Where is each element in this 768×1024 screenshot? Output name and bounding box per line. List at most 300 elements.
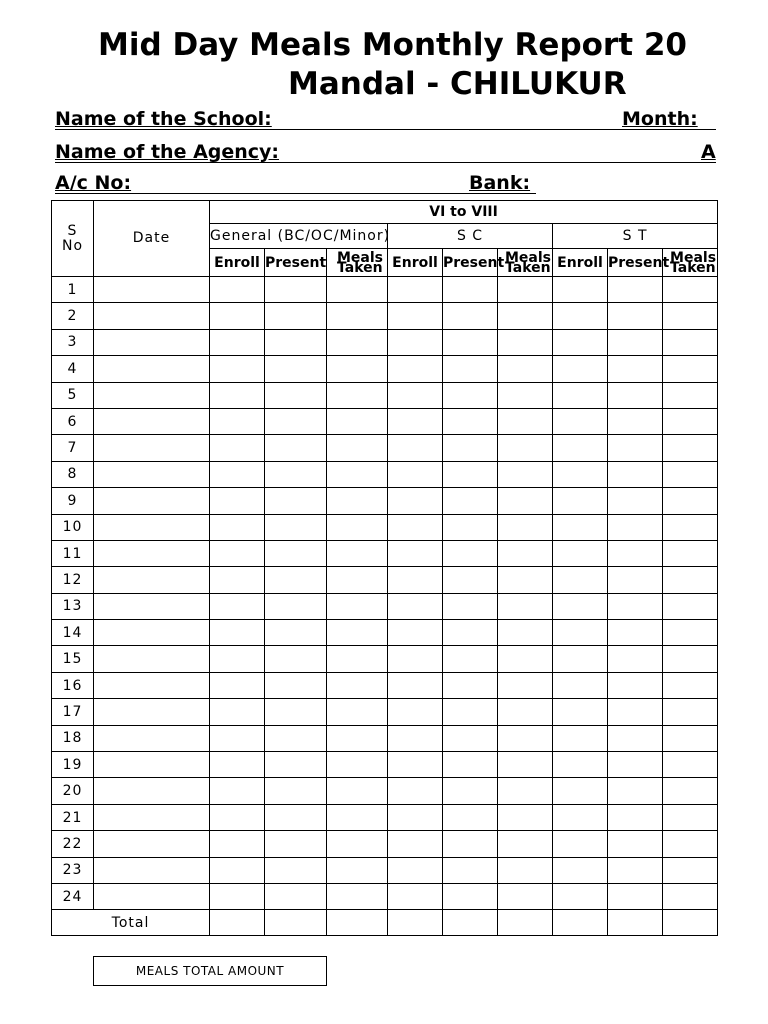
date-cell[interactable] xyxy=(94,857,210,883)
general-meals-taken-header xyxy=(327,249,388,277)
entry-cell[interactable] xyxy=(443,488,498,514)
row-number-cell: 12 xyxy=(52,567,94,593)
entry-cell[interactable] xyxy=(663,672,718,698)
entry-cell[interactable] xyxy=(210,857,265,883)
entry-cell[interactable] xyxy=(498,752,553,778)
row-number-cell: 17 xyxy=(52,699,94,725)
entry-cell[interactable] xyxy=(327,752,388,778)
entry-cell[interactable] xyxy=(210,277,265,303)
general-meals-taken-label: Meals Taken xyxy=(337,249,384,276)
entry-cell[interactable] xyxy=(553,329,608,355)
entry-cell[interactable] xyxy=(608,382,663,408)
row-number-cell: 3 xyxy=(52,329,94,355)
entry-cell[interactable] xyxy=(498,778,553,804)
entry-cell[interactable] xyxy=(388,488,443,514)
entry-cell[interactable] xyxy=(388,461,443,487)
entry-cell[interactable] xyxy=(498,461,553,487)
entry-cell[interactable] xyxy=(327,857,388,883)
entry-cell[interactable] xyxy=(553,514,608,540)
entry-cell[interactable] xyxy=(498,329,553,355)
entry-cell[interactable] xyxy=(265,567,327,593)
entry-cell[interactable] xyxy=(663,488,718,514)
st-meals-taken-label: Meals Taken xyxy=(670,249,717,276)
entry-cell[interactable] xyxy=(608,699,663,725)
entry-cell[interactable] xyxy=(265,804,327,830)
entry-cell[interactable] xyxy=(608,408,663,434)
entry-cell[interactable] xyxy=(553,857,608,883)
entry-cell[interactable] xyxy=(388,567,443,593)
date-cell[interactable] xyxy=(94,567,210,593)
entry-cell[interactable] xyxy=(553,725,608,751)
school-label: Name of the School: xyxy=(55,108,272,130)
entry-cell[interactable] xyxy=(210,435,265,461)
row-number-cell: 9 xyxy=(52,488,94,514)
row-number-cell: 16 xyxy=(52,672,94,698)
entry-cell[interactable] xyxy=(265,514,327,540)
entry-cell[interactable] xyxy=(388,831,443,857)
entry-cell[interactable] xyxy=(327,567,388,593)
total-cell[interactable] xyxy=(327,910,388,936)
entry-cell[interactable] xyxy=(265,329,327,355)
table-row xyxy=(52,488,718,514)
table-row xyxy=(52,672,718,698)
table-row xyxy=(52,857,718,883)
entry-cell[interactable] xyxy=(663,831,718,857)
entry-cell[interactable] xyxy=(553,567,608,593)
entry-cell[interactable] xyxy=(498,831,553,857)
entry-cell[interactable] xyxy=(265,408,327,434)
entry-cell[interactable] xyxy=(210,356,265,382)
entry-cell[interactable] xyxy=(553,435,608,461)
date-cell[interactable] xyxy=(94,277,210,303)
account-field-line xyxy=(55,167,536,194)
entry-cell[interactable] xyxy=(553,540,608,566)
meals-total-amount-box xyxy=(93,956,327,986)
row-number-cell: 7 xyxy=(52,435,94,461)
entry-cell[interactable] xyxy=(553,672,608,698)
entry-cell[interactable] xyxy=(210,567,265,593)
entry-cell[interactable] xyxy=(663,461,718,487)
meals-register-table xyxy=(51,200,718,936)
general-group-header: General (BC/OC/Minor) xyxy=(210,224,388,249)
entry-cell[interactable] xyxy=(210,461,265,487)
total-cell[interactable] xyxy=(663,910,718,936)
entry-cell[interactable] xyxy=(327,540,388,566)
row-number-cell: 13 xyxy=(52,593,94,619)
entry-cell[interactable] xyxy=(210,329,265,355)
entry-cell[interactable] xyxy=(327,461,388,487)
entry-cell[interactable] xyxy=(608,329,663,355)
entry-cell[interactable] xyxy=(553,752,608,778)
date-cell[interactable] xyxy=(94,831,210,857)
entry-cell[interactable] xyxy=(553,593,608,619)
entry-cell[interactable] xyxy=(388,804,443,830)
table-row xyxy=(52,752,718,778)
entry-cell[interactable] xyxy=(327,725,388,751)
entry-cell[interactable] xyxy=(210,514,265,540)
entry-cell[interactable] xyxy=(265,883,327,909)
entry-cell[interactable] xyxy=(265,382,327,408)
entry-cell[interactable] xyxy=(210,303,265,329)
entry-cell[interactable] xyxy=(608,303,663,329)
entry-cell[interactable] xyxy=(210,672,265,698)
entry-cell[interactable] xyxy=(663,646,718,672)
account-label: A/c No: xyxy=(55,172,132,194)
date-cell[interactable] xyxy=(94,725,210,751)
entry-cell[interactable] xyxy=(327,329,388,355)
bank-label: Bank: xyxy=(469,172,531,194)
date-cell[interactable] xyxy=(94,593,210,619)
entry-cell[interactable] xyxy=(663,382,718,408)
total-cell[interactable] xyxy=(210,910,265,936)
row-number-cell: 5 xyxy=(52,382,94,408)
entry-cell[interactable] xyxy=(327,488,388,514)
entry-cell[interactable] xyxy=(210,699,265,725)
date-cell[interactable] xyxy=(94,646,210,672)
entry-cell[interactable] xyxy=(327,672,388,698)
entry-cell[interactable] xyxy=(663,329,718,355)
date-cell[interactable] xyxy=(94,435,210,461)
entry-cell[interactable] xyxy=(553,778,608,804)
entry-cell[interactable] xyxy=(265,831,327,857)
entry-cell[interactable] xyxy=(443,329,498,355)
entry-cell[interactable] xyxy=(443,752,498,778)
entry-cell[interactable] xyxy=(553,831,608,857)
entry-cell[interactable] xyxy=(553,620,608,646)
entry-cell[interactable] xyxy=(265,857,327,883)
entry-cell[interactable] xyxy=(388,408,443,434)
entry-cell[interactable] xyxy=(498,672,553,698)
entry-cell[interactable] xyxy=(553,804,608,830)
entry-cell[interactable] xyxy=(265,303,327,329)
date-cell[interactable] xyxy=(94,752,210,778)
entry-cell[interactable] xyxy=(388,778,443,804)
entry-cell[interactable] xyxy=(210,831,265,857)
mandal-title: Mandal - CHILUKUR xyxy=(288,66,627,102)
table-row xyxy=(52,540,718,566)
entry-cell[interactable] xyxy=(443,883,498,909)
entry-cell[interactable] xyxy=(608,883,663,909)
date-cell[interactable] xyxy=(94,356,210,382)
entry-cell[interactable] xyxy=(608,567,663,593)
entry-cell[interactable] xyxy=(553,883,608,909)
row-number-cell: 15 xyxy=(52,646,94,672)
entry-cell[interactable] xyxy=(327,382,388,408)
total-row xyxy=(52,910,718,936)
date-header: Date xyxy=(94,201,210,277)
date-cell[interactable] xyxy=(94,540,210,566)
entry-cell[interactable] xyxy=(265,356,327,382)
entry-cell[interactable] xyxy=(608,435,663,461)
table-row xyxy=(52,883,718,909)
entry-cell[interactable] xyxy=(388,699,443,725)
total-cell[interactable] xyxy=(388,910,443,936)
entry-cell[interactable] xyxy=(265,540,327,566)
entry-cell[interactable] xyxy=(608,277,663,303)
entry-cell[interactable] xyxy=(498,620,553,646)
entry-cell[interactable] xyxy=(663,593,718,619)
entry-cell[interactable] xyxy=(498,514,553,540)
entry-cell[interactable] xyxy=(327,408,388,434)
entry-cell[interactable] xyxy=(498,435,553,461)
entry-cell[interactable] xyxy=(210,725,265,751)
entry-cell[interactable] xyxy=(443,408,498,434)
entry-cell[interactable] xyxy=(608,778,663,804)
entry-cell[interactable] xyxy=(608,672,663,698)
entry-cell[interactable] xyxy=(327,804,388,830)
total-cell[interactable] xyxy=(443,910,498,936)
entry-cell[interactable] xyxy=(608,514,663,540)
entry-cell[interactable] xyxy=(608,857,663,883)
entry-cell[interactable] xyxy=(608,831,663,857)
table-row xyxy=(52,408,718,434)
date-cell[interactable] xyxy=(94,329,210,355)
entry-cell[interactable] xyxy=(663,303,718,329)
entry-cell[interactable] xyxy=(265,461,327,487)
date-cell[interactable] xyxy=(94,699,210,725)
entry-cell[interactable] xyxy=(388,435,443,461)
entry-cell[interactable] xyxy=(388,883,443,909)
entry-cell[interactable] xyxy=(327,699,388,725)
agency-label: Name of the Agency: xyxy=(55,141,280,163)
agency-right-label: A xyxy=(701,141,716,163)
row-number-cell: 10 xyxy=(52,514,94,540)
entry-cell[interactable] xyxy=(498,488,553,514)
entry-cell[interactable] xyxy=(327,514,388,540)
entry-cell[interactable] xyxy=(498,303,553,329)
entry-cell[interactable] xyxy=(608,461,663,487)
entry-cell[interactable] xyxy=(388,356,443,382)
entry-cell[interactable] xyxy=(663,699,718,725)
entry-cell[interactable] xyxy=(388,593,443,619)
entry-cell[interactable] xyxy=(498,408,553,434)
entry-cell[interactable] xyxy=(210,593,265,619)
table-row xyxy=(52,831,718,857)
school-field-line xyxy=(55,103,716,130)
entry-cell[interactable] xyxy=(443,303,498,329)
total-cell[interactable] xyxy=(265,910,327,936)
entry-cell[interactable] xyxy=(388,329,443,355)
sno-header-label: S No xyxy=(61,222,84,254)
entry-cell[interactable] xyxy=(210,752,265,778)
entry-cell[interactable] xyxy=(443,620,498,646)
entry-cell[interactable] xyxy=(327,356,388,382)
date-cell[interactable] xyxy=(94,408,210,434)
entry-cell[interactable] xyxy=(265,620,327,646)
entry-cell[interactable] xyxy=(265,435,327,461)
date-cell[interactable] xyxy=(94,488,210,514)
entry-cell[interactable] xyxy=(210,646,265,672)
entry-cell[interactable] xyxy=(265,488,327,514)
entry-cell[interactable] xyxy=(498,857,553,883)
entry-cell[interactable] xyxy=(663,857,718,883)
sc-enroll-header: Enroll xyxy=(388,249,443,277)
entry-cell[interactable] xyxy=(663,778,718,804)
row-number-cell: 11 xyxy=(52,540,94,566)
table-row xyxy=(52,303,718,329)
entry-cell[interactable] xyxy=(498,382,553,408)
entry-cell[interactable] xyxy=(498,277,553,303)
entry-cell[interactable] xyxy=(327,435,388,461)
entry-cell[interactable] xyxy=(443,356,498,382)
entry-cell[interactable] xyxy=(498,646,553,672)
entry-cell[interactable] xyxy=(608,593,663,619)
entry-cell[interactable] xyxy=(498,883,553,909)
entry-cell[interactable] xyxy=(210,804,265,830)
entry-cell[interactable] xyxy=(498,699,553,725)
entry-cell[interactable] xyxy=(265,725,327,751)
entry-cell[interactable] xyxy=(608,752,663,778)
entry-cell[interactable] xyxy=(265,752,327,778)
entry-cell[interactable] xyxy=(388,540,443,566)
total-cell[interactable] xyxy=(553,910,608,936)
date-cell[interactable] xyxy=(94,514,210,540)
entry-cell[interactable] xyxy=(327,593,388,619)
entry-cell[interactable] xyxy=(265,778,327,804)
entry-cell[interactable] xyxy=(327,646,388,672)
table-row xyxy=(52,329,718,355)
entry-cell[interactable] xyxy=(663,567,718,593)
entry-cell[interactable] xyxy=(498,540,553,566)
entry-cell[interactable] xyxy=(327,277,388,303)
table-row xyxy=(52,804,718,830)
entry-cell[interactable] xyxy=(553,461,608,487)
entry-cell[interactable] xyxy=(608,540,663,566)
entry-cell[interactable] xyxy=(210,883,265,909)
entry-cell[interactable] xyxy=(443,593,498,619)
entry-cell[interactable] xyxy=(498,593,553,619)
entry-cell[interactable] xyxy=(443,514,498,540)
entry-cell[interactable] xyxy=(608,488,663,514)
entry-cell[interactable] xyxy=(553,356,608,382)
date-cell[interactable] xyxy=(94,461,210,487)
entry-cell[interactable] xyxy=(443,831,498,857)
date-cell[interactable] xyxy=(94,620,210,646)
entry-cell[interactable] xyxy=(443,382,498,408)
date-cell[interactable] xyxy=(94,883,210,909)
entry-cell[interactable] xyxy=(443,461,498,487)
entry-cell[interactable] xyxy=(327,778,388,804)
entry-cell[interactable] xyxy=(443,804,498,830)
entry-cell[interactable] xyxy=(327,831,388,857)
entry-cell[interactable] xyxy=(210,620,265,646)
entry-cell[interactable] xyxy=(388,857,443,883)
entry-cell[interactable] xyxy=(553,488,608,514)
entry-cell[interactable] xyxy=(663,883,718,909)
entry-cell[interactable] xyxy=(608,804,663,830)
entry-cell[interactable] xyxy=(443,567,498,593)
date-cell[interactable] xyxy=(94,804,210,830)
entry-cell[interactable] xyxy=(553,408,608,434)
entry-cell[interactable] xyxy=(388,620,443,646)
entry-cell[interactable] xyxy=(265,646,327,672)
entry-cell[interactable] xyxy=(388,303,443,329)
entry-cell[interactable] xyxy=(388,646,443,672)
entry-cell[interactable] xyxy=(663,540,718,566)
row-number-cell: 2 xyxy=(52,303,94,329)
entry-cell[interactable] xyxy=(388,725,443,751)
entry-cell[interactable] xyxy=(443,646,498,672)
entry-cell[interactable] xyxy=(553,277,608,303)
entry-cell[interactable] xyxy=(265,699,327,725)
entry-cell[interactable] xyxy=(210,540,265,566)
date-cell[interactable] xyxy=(94,778,210,804)
entry-cell[interactable] xyxy=(498,567,553,593)
table-row xyxy=(52,567,718,593)
entry-cell[interactable] xyxy=(443,857,498,883)
entry-cell[interactable] xyxy=(388,514,443,540)
entry-cell[interactable] xyxy=(443,699,498,725)
entry-cell[interactable] xyxy=(498,804,553,830)
entry-cell[interactable] xyxy=(608,356,663,382)
entry-cell[interactable] xyxy=(443,277,498,303)
entry-cell[interactable] xyxy=(663,752,718,778)
table-row xyxy=(52,514,718,540)
entry-cell[interactable] xyxy=(608,725,663,751)
entry-cell[interactable] xyxy=(663,356,718,382)
entry-cell[interactable] xyxy=(388,752,443,778)
entry-cell[interactable] xyxy=(265,593,327,619)
band-header-row xyxy=(52,201,718,224)
month-label: Month: xyxy=(622,108,698,130)
entry-cell[interactable] xyxy=(443,540,498,566)
entry-cell[interactable] xyxy=(443,672,498,698)
class-band-header: VI to VIII xyxy=(210,201,718,224)
entry-cell[interactable] xyxy=(553,382,608,408)
entry-cell[interactable] xyxy=(388,672,443,698)
entry-cell[interactable] xyxy=(443,725,498,751)
entry-cell[interactable] xyxy=(327,303,388,329)
entry-cell[interactable] xyxy=(663,435,718,461)
entry-cell[interactable] xyxy=(388,382,443,408)
date-cell[interactable] xyxy=(94,672,210,698)
entry-cell[interactable] xyxy=(663,277,718,303)
entry-cell[interactable] xyxy=(210,488,265,514)
st-meals-taken-header xyxy=(663,249,718,277)
entry-cell[interactable] xyxy=(663,620,718,646)
entry-cell[interactable] xyxy=(210,382,265,408)
entry-cell[interactable] xyxy=(608,646,663,672)
row-number-cell: 18 xyxy=(52,725,94,751)
date-cell[interactable] xyxy=(94,382,210,408)
entry-cell[interactable] xyxy=(327,620,388,646)
entry-cell[interactable] xyxy=(663,408,718,434)
entry-cell[interactable] xyxy=(663,514,718,540)
entry-cell[interactable] xyxy=(553,303,608,329)
entry-cell[interactable] xyxy=(663,804,718,830)
entry-cell[interactable] xyxy=(498,725,553,751)
table-row xyxy=(52,646,718,672)
entry-cell[interactable] xyxy=(498,356,553,382)
date-cell[interactable] xyxy=(94,303,210,329)
total-cell[interactable] xyxy=(608,910,663,936)
general-present-header: Present xyxy=(265,249,327,277)
entry-cell[interactable] xyxy=(608,620,663,646)
general-enroll-header: Enroll xyxy=(210,249,265,277)
entry-cell[interactable] xyxy=(443,778,498,804)
entry-cell[interactable] xyxy=(210,408,265,434)
entry-cell[interactable] xyxy=(553,646,608,672)
entry-cell[interactable] xyxy=(388,277,443,303)
entry-cell[interactable] xyxy=(265,672,327,698)
entry-cell[interactable] xyxy=(663,725,718,751)
entry-cell[interactable] xyxy=(265,277,327,303)
entry-cell[interactable] xyxy=(210,778,265,804)
entry-cell[interactable] xyxy=(553,699,608,725)
entry-cell[interactable] xyxy=(327,883,388,909)
total-cell[interactable] xyxy=(498,910,553,936)
entry-cell[interactable] xyxy=(443,435,498,461)
